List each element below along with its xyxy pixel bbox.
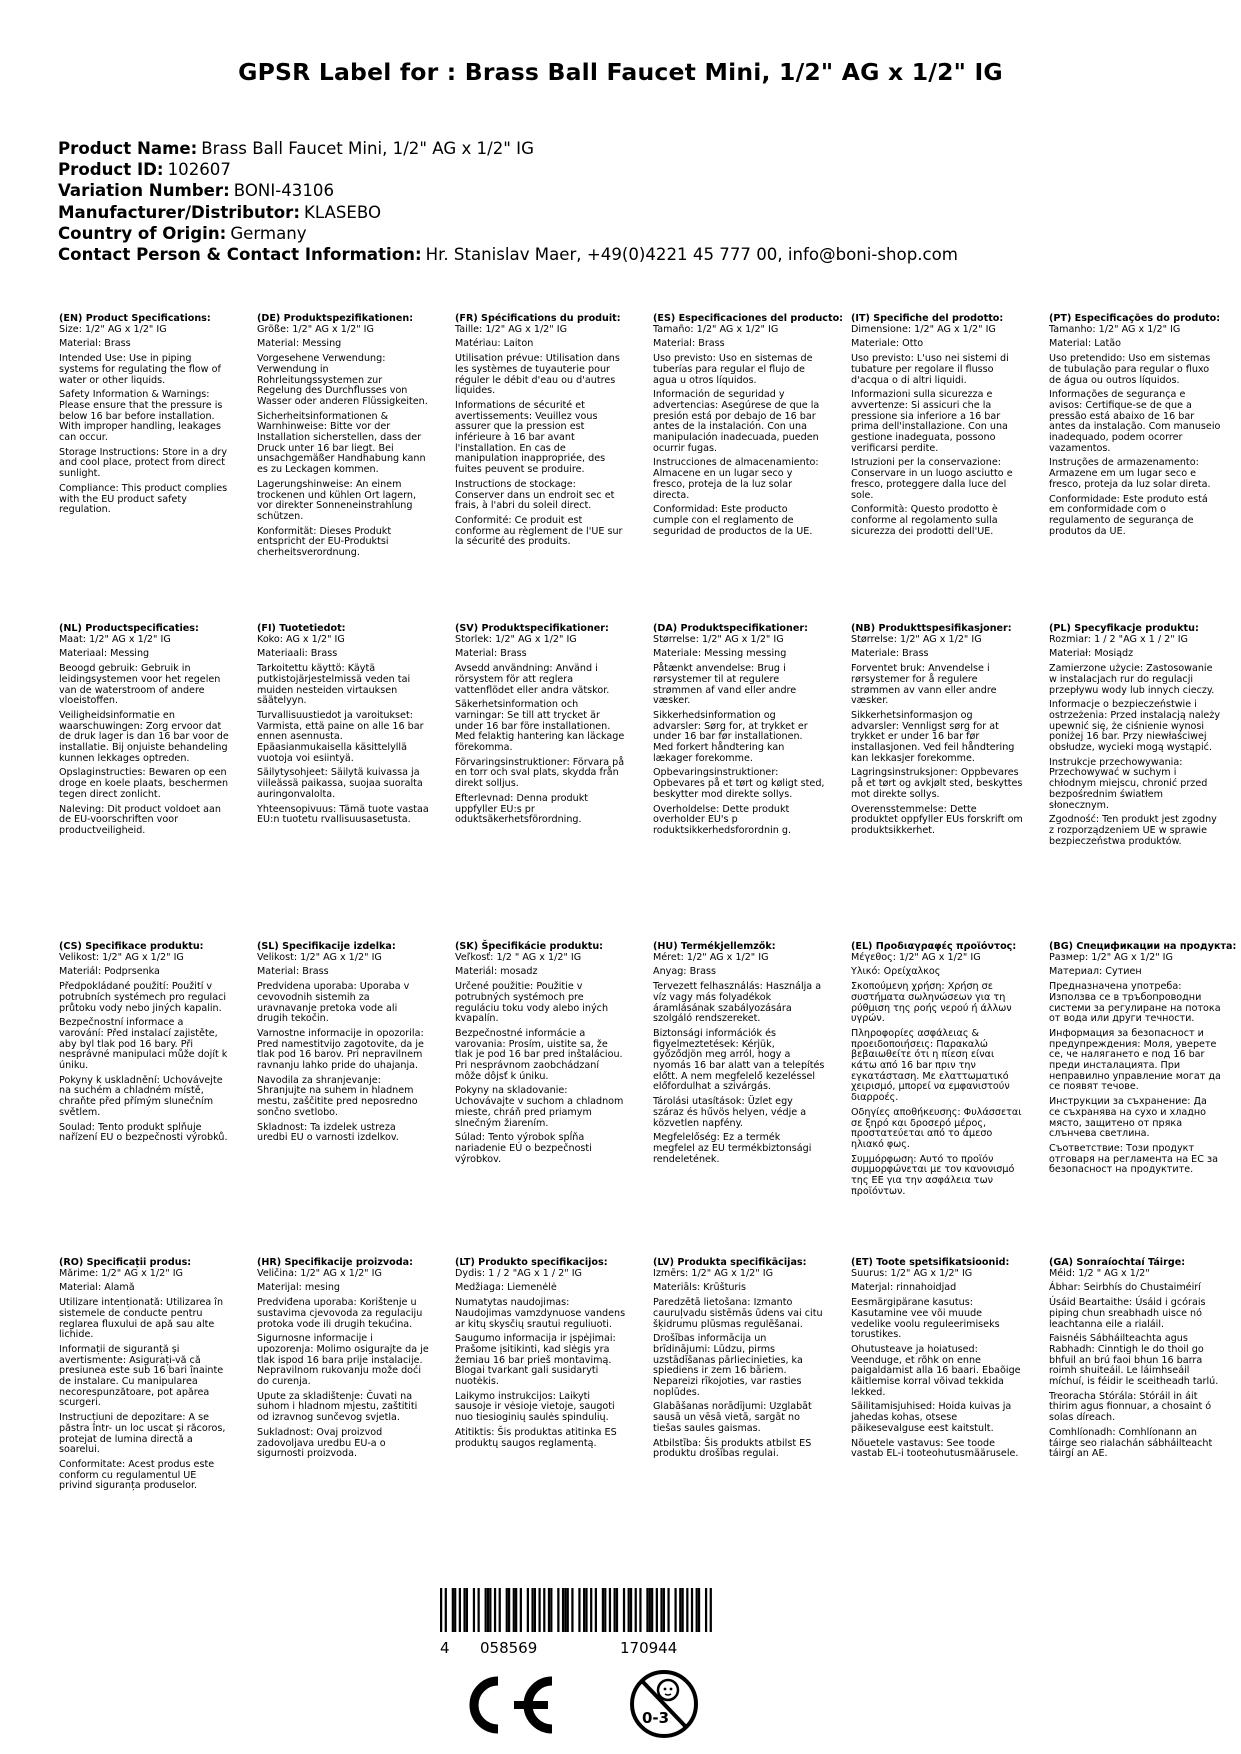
spec-block [851, 1258, 1023, 1464]
info-row [58, 180, 958, 201]
spec-paragraph: Conformità: Questo prodotto è conforme al regolamento sulla sicurezza dei prodotti dell'UE. [851, 504, 998, 537]
spec-paragraph: Naleving: Dit product voldoet aan de EU-voorschriften voor productveiligheid. [59, 803, 221, 836]
spec-paragraph: Materijal: mesing [257, 1282, 341, 1294]
spec-paragraph: Οδηγίες αποθήκευσης: Φυλάσσεται σε ξηρό και δροσερό μέρος, προστατεύεται από το άμεσο ηλιακό φως. [851, 1106, 1022, 1150]
spec-heading: (FI) Tuotetiedot: [257, 623, 346, 634]
spec-paragraph: Material: Brass [653, 338, 725, 350]
spec-paragraph: Taille: 1/2" AG x 1/2" IG [455, 323, 568, 335]
spec-paragraph: Overensstemmelse: Dette produktet oppfyller EUs forskrift om produktsikkerhet. [851, 803, 1023, 836]
spec-paragraph: Upute za skladištenje: Čuvati na suhom i hladnom mjestu, zaštititi od izravnog sunčevog svjetla. [257, 1390, 418, 1424]
spec-paragraph: Rozmiar: 1 / 2 "AG x 1 / 2" IG [1049, 633, 1188, 645]
barcode-bar [543, 1588, 545, 1632]
spec-paragraph: Dimensione: 1/2" AG x 1/2" IG [851, 323, 996, 335]
spec-paragraph: Velikost: 1/2" AG x 1/2" IG [59, 951, 184, 963]
spec-paragraph: Instrucțiuni de depozitare: A se păstra într- un loc uscat și răcoros, protejat de lumina directă a soarelui. [59, 1412, 226, 1456]
spec-block [59, 1258, 231, 1496]
spec-paragraph: Předpokládané použití: Použití v potrubních systémech pro regulaci průtoku vody nebo jiných kapalin. [59, 981, 227, 1014]
spec-paragraph: Conformitate: Acest produs este conform cu regulamentul UE privind siguranța produselor. [59, 1458, 215, 1492]
page-title: GPSR Label for : Brass Ball Faucet Mini, 1/2" AG x 1/2" IG [238, 58, 1003, 86]
spec-block [1049, 941, 1237, 1180]
spec-heading: (HR) Specifikacije proizvoda: [257, 1257, 413, 1268]
spec-paragraph: Uso previsto: L'uso nei sistemi di tubature per regolare il flusso d'acqua o di altri liquidi. [851, 353, 1009, 386]
spec-block [851, 624, 1023, 841]
info-value: Hr. Stanislav Maer, +49(0)4221 45 777 00, info@boni-shop.com [425, 245, 958, 265]
spec-paragraph: Säkerhetsinformation och varningar: Se till att trycket är under 16 bar före installationen. Med felaktig hantering kan läckage förekomma. [455, 699, 625, 754]
barcode-bar [527, 1588, 529, 1632]
spec-block [653, 942, 825, 1169]
barcode-bar [499, 1588, 501, 1632]
barcode-bar [696, 1588, 698, 1632]
spec-paragraph: Velikost: 1/2" AG x 1/2" IG [257, 951, 382, 963]
spec-paragraph: Veľkosť: 1/2 " AG x 1/2" IG [455, 951, 582, 963]
barcode-bar [667, 1588, 669, 1632]
spec-paragraph: Размер: 1/2" AG x 1/2" IG [1049, 951, 1173, 963]
spec-block [455, 942, 627, 1169]
barcode-bar [466, 1588, 468, 1632]
spec-paragraph: Predvidena uporaba: Uporaba v cevovodnih sistemih za uravnavanje pretoka vode ali drugih tekočin. [257, 981, 410, 1025]
spec-paragraph: Informations de sécurité et avertissements: Veuillez vous assurer que la pression est inférieure à 16 bar avant l'installation. En cas de manipulation inappropriée, des fuites peuvent se produire. [455, 399, 606, 476]
spec-paragraph: Conformidade: Este produto está em conformidade com o regulamento de segurança de produtos da UE. [1049, 493, 1208, 537]
spec-paragraph: Saugumo informacija ir įspėjimai: Prašome įsitikinti, kad slėgis yra žemiau 16 bar prieš montavimą. Blogai tvarkant gali susidaryti nuotėkis. [455, 1333, 616, 1388]
spec-paragraph: Información de seguridad y advertencias: Asegúrese de que la presión está por debajo de 16 bar antes de la instalación. Con una manipulación inadecuada, pueden ocurrir fugas. [653, 389, 820, 454]
spec-paragraph: Comhlíonadh: Comhlíonann an táirge seo rialachán sábháilteacht táirgí an AE. [1049, 1426, 1213, 1460]
spec-paragraph: Größe: 1/2" AG x 1/2" IG [257, 323, 374, 335]
spec-paragraph: Istruzioni per la conservazione: Conservare in un luogo asciutto e fresco, proteggere dalla luce del sole. [851, 457, 1013, 501]
spec-block [59, 942, 231, 1148]
spec-paragraph: Material: Brass [59, 338, 131, 350]
barcode-bar [623, 1588, 625, 1632]
spec-block [851, 942, 1023, 1201]
spec-paragraph: Størrelse: 1/2" AG x 1/2" IG [851, 633, 982, 645]
spec-paragraph: Pokyny na skladovanie: Uchovávajte v suchom a chladnom mieste, chráň pred priamym slnečným žiarením. [455, 1085, 624, 1129]
barcode-bar [646, 1588, 648, 1632]
product-info [58, 138, 958, 265]
spec-paragraph: Dydis: 1 / 2 "AG x 1 / 2" IG [455, 1267, 582, 1279]
spec-paragraph: Materiál: Podprsenka [59, 966, 160, 978]
barcode-bar [473, 1588, 475, 1632]
spec-paragraph: Mărime: 1/2" AG x 1/2" IG [59, 1267, 183, 1279]
spec-paragraph: Инструкции за съхранение: Да се съхранява на сухо и хладно място, защитено от пряка слънчева светлина. [1049, 1096, 1207, 1140]
spec-paragraph: Size: 1/2" AG x 1/2" IG [59, 323, 167, 335]
info-row [58, 223, 958, 244]
spec-paragraph: Laikymo instrukcijos: Laikyti sausoje ir vėsioje vietoje, saugoti nuo tiesioginių saulės spindulių. [455, 1390, 615, 1424]
ce-mark-icon [452, 1675, 562, 1735]
barcode-bar [550, 1588, 552, 1632]
spec-paragraph: Material: Brass [257, 966, 329, 978]
spec-paragraph: Uso previsto: Uso en sistemas de tuberías para regular el flujo de agua u otros líquidos. [653, 353, 813, 386]
spec-block [653, 1258, 825, 1464]
spec-paragraph: Materiāls: Krūšturis [653, 1282, 747, 1294]
barcode-bar [538, 1588, 540, 1632]
spec-block [653, 624, 825, 841]
spec-paragraph: Informații de siguranță și avertismente: Asigurați-vă că presiunea este sub 16 bari înainte de instalare. Cu manipularea necorespunzătoare, pot apărea scurgeri. [59, 1343, 224, 1409]
barcode-bar [628, 1588, 630, 1632]
spec-paragraph: Avsedd användning: Använd i rörsystem för att reglera vattenflödet eller andra vätskor. [455, 663, 610, 696]
barcode-bar [710, 1588, 712, 1632]
barcode-bar [445, 1588, 447, 1632]
spec-paragraph: Pokyny k uskladnění: Uchovávejte na suchém a chladném místě, chraňte před přímým slunečním světlem. [59, 1074, 223, 1118]
spec-block [59, 624, 231, 841]
spec-paragraph: Zamierzone użycie: Zastosowanie w instalacjach rur do regulacji przepływu wody lub innych cieczy. [1049, 663, 1215, 696]
info-value: Germany [230, 223, 307, 243]
spec-heading: (CS) Specifikace produktu: [59, 941, 204, 952]
spec-paragraph: Съответствие: Този продукт отговаря на регламента на ЕС за безопасност на продуктите. [1049, 1142, 1218, 1176]
spec-paragraph: Informazioni sulla sicurezza e avvertenze: Si assicuri che la pressione sia inferiore a 16 bar prima dell'installazione. Con una gestione inadeguata, possono verificarsi perdite. [851, 389, 1008, 454]
spec-paragraph: Koko: AG x 1/2" IG [257, 633, 345, 645]
spec-block [851, 314, 1023, 541]
spec-paragraph: Материал: Сутиен [1049, 966, 1142, 978]
spec-paragraph: Turvallisuustiedot ja varoitukset: Varmista, että paine on alle 16 bar ennen asennusta. Epäasianmukaisella käsittelyllä vuotoja voi esiintyä. [257, 709, 424, 764]
spec-heading: (BG) Спецификации на продукта: [1049, 941, 1237, 952]
spec-heading: (PT) Especificações do produto: [1049, 313, 1221, 324]
spec-paragraph: Størrelse: 1/2" AG x 1/2" IG [653, 633, 784, 645]
spec-paragraph: Anyag: Brass [653, 966, 716, 978]
spec-paragraph: Méid: 1/2 " AG x 1/2" [1049, 1267, 1150, 1279]
spec-paragraph: Informacje o bezpieczeństwie i ostrzeżenia: Przed instalacją należy upewnić się, że ciśnienie wynosi poniżej 16 bar. Przy niewłaściwej obsłudze, wycieki mogą wystąpić. [1049, 699, 1221, 754]
spec-paragraph: Materiaal: Messing [59, 648, 150, 660]
info-label: Product ID: [58, 160, 164, 180]
spec-paragraph: Информация за безопасност и предупреждения: Моля, уверете се, че налягането е под 16 bar преди инсталацията. При неправилно управление могат да се появят течове. [1049, 1027, 1221, 1093]
spec-paragraph: Materiál: mosadz [455, 966, 538, 978]
barcode-bar [656, 1588, 658, 1632]
spec-paragraph: Materjal: rinnahoidjad [851, 1282, 957, 1294]
barcode-bar [494, 1588, 496, 1632]
spec-paragraph: Safety Information & Warnings: Please ensure that the pressure is below 16 bar before installation. With improper handling, leakages can occur. [59, 389, 223, 444]
barcode-bar [583, 1588, 585, 1632]
spec-heading: (RO) Specificații produs: [59, 1257, 192, 1268]
spec-paragraph: Méret: 1/2" AG x 1/2" IG [653, 951, 769, 963]
barcode-bar [454, 1588, 456, 1632]
barcode-bar [639, 1588, 641, 1632]
spec-paragraph: Säilytysohjeet: Säilytä kuivassa ja viileässä paikassa, suojaa suoralta auringonvalolta. [257, 767, 423, 800]
spec-paragraph: Maat: 1/2" AG x 1/2" IG [59, 633, 171, 645]
barcode-bar [508, 1588, 510, 1632]
spec-heading: (NL) Productspecificaties: [59, 623, 199, 634]
barcode-left-digits: 058569 [480, 1639, 538, 1657]
spec-paragraph: Material: Brass [455, 648, 527, 660]
barcode-bar [663, 1588, 665, 1632]
barcode-bar [557, 1588, 559, 1632]
barcode-bar [531, 1588, 533, 1632]
spec-paragraph: Medžiaga: Liemenėlė [455, 1282, 557, 1294]
spec-heading: (EL) Προδιαγραφές προϊόντος: [851, 941, 1017, 952]
spec-paragraph: Súlad: Tento výrobok spĺňa nariadenie EÚ o bezpečnosti výrobkov. [455, 1132, 592, 1165]
info-label: Variation Number: [58, 181, 230, 201]
spec-paragraph: Påtænkt anvendelse: Brug i rørsystemer til at regulere strømmen af vand eller andre væsker. [653, 663, 797, 707]
spec-paragraph: Yhteensopivuus: Tämä tuote vastaa EU:n tuotetu rvallisuusasetusta. [257, 803, 429, 826]
spec-paragraph: Tárolási utasítások: Üzlet egy száraz és hűvös helyen, védje a közvetlen napfény. [653, 1096, 807, 1129]
spec-paragraph: Σκοπούμενη χρήση: Χρήση σε συστήματα σωληνώσεων για τη ρύθμιση της ροής νερού ή άλλων υγρών. [851, 981, 1012, 1025]
spec-paragraph: Säilitamisjuhised: Hoida kuivas ja jahedas kohas, otsese päikesevalguse eest kaitstult. [851, 1401, 1012, 1434]
spec-paragraph: Numatytas naudojimas: Naudojimas vamzdynuose vandens ar kitų skysčių srautui reguliuoti. [455, 1297, 626, 1330]
barcode-bar [571, 1588, 573, 1632]
spec-block [1049, 1258, 1221, 1464]
spec-heading: (NB) Produkttspesifikasjoner: [851, 623, 1012, 634]
barcode-bar [674, 1588, 676, 1632]
spec-paragraph: Förvaringsinstruktioner: Förvara på en torr och sval plats, skydda från direkt solljus. [455, 756, 625, 790]
barcode-bar [630, 1588, 632, 1632]
spec-paragraph: Vorgesehene Verwendung: Verwendung in Rohrleitungssystemen zur Regelung des Durchflusses von Wasser oder anderen Flüssigkeiten. [257, 353, 428, 407]
barcode-bar [595, 1588, 597, 1632]
spec-paragraph: Πληροφορίες ασφάλειας & προειδοποιήσεις: Παρακαλώ βεβαιωθείτε ότι η πίεση είναι κάτω από 16 bar πριν την εγκατάσταση. Με ελαττωματικό χειρισμό, μπορεί να εμφανιστούν διαρροές. [851, 1027, 1010, 1104]
spec-paragraph: Μέγεθος: 1/2" AG x 1/2" IG [851, 951, 981, 963]
spec-paragraph: Materiale: Brass [851, 648, 929, 660]
barcode-bar [564, 1588, 566, 1632]
barcode-bar [660, 1588, 662, 1632]
svg-text:0-3: 0-3 [642, 1709, 670, 1727]
spec-heading: (LV) Produkta specifikācijas: [653, 1257, 807, 1268]
spec-paragraph: Atbilstība: Šis produkts atbilst ES produktu drošības regulai. [653, 1437, 812, 1460]
spec-paragraph: Opbevaringsinstruktioner: Opbevares på et tørt og køligt sted, beskytter mod direkte sollys. [653, 767, 825, 800]
barcode-bar [463, 1588, 465, 1632]
spec-paragraph: Predviđena uporaba: Korištenje u sustavima cjevovoda za regulaciju protoka vode ili drugih tekućina. [257, 1297, 423, 1330]
spec-paragraph: Veličina: 1/2" AG x 1/2" IG [257, 1267, 382, 1279]
spec-paragraph: Megfelelőség: Ez a termék megfelel az EU termékbiztonsági rendeletének. [653, 1132, 812, 1165]
barcode-bar [534, 1588, 536, 1632]
barcode-bar [459, 1588, 461, 1632]
spec-paragraph: Instructions de stockage: Conserver dans un endroit sec et frais, à l'abri du soleil direct. [455, 478, 615, 512]
spec-paragraph: Tervezett felhasználás: Használja a víz vagy más folyadékok áramlásának szabályozására szolgáló rendszereket. [653, 981, 822, 1025]
spec-paragraph: Material: Latão [1049, 338, 1121, 350]
spec-paragraph: Eesmärgipärane kasutus: Kasutamine vee või muude vedelike voolu reguleerimiseks torustikes. [851, 1297, 1000, 1341]
info-value: Brass Ball Faucet Mini, 1/2" AG x 1/2" IG [201, 139, 534, 158]
spec-block [1049, 314, 1221, 541]
spec-paragraph: Paredzētā lietošana: Izmanto cauruļvadu sistēmās ūdens vai citu šķidrumu plūsmas regulēšanai. [653, 1297, 823, 1330]
spec-block [455, 314, 627, 552]
spec-paragraph: Sigurnosne informacije i upozorenja: Molimo osigurajte da je tlak ispod 16 bara prije instalacije. Nepravilnom rukovanju može doći do curenja. [257, 1333, 429, 1388]
barcode-bar [649, 1588, 651, 1632]
spec-heading: (FR) Spécifications du produit: [455, 313, 621, 324]
spec-block [257, 624, 429, 830]
spec-paragraph: Tarkoitettu käyttö: Käytä putkistojärjestelmissä veden tai muiden nesteiden virtauksen säätelyyn. [257, 663, 411, 707]
spec-paragraph: Storlek: 1/2" AG x 1/2" IG [455, 633, 577, 645]
spec-paragraph: Biztonsági információk és figyelmeztetések: Kérjük, győződjön meg arról, hogy a nyomás 16 bar alatt van a telepítés előtt. A nem megfelelő kezeléssel előfordulhat a szivárgás. [653, 1027, 825, 1093]
barcode-bar [609, 1588, 611, 1632]
spec-paragraph: Úsáid Beartaithe: Úsáid i gcórais piping chun sreabhadh uisce nó leachtanna eile a rialáil. [1049, 1297, 1206, 1330]
spec-paragraph: Zgodność: Ten produkt jest zgodny z rozporządzeniem UE w sprawie bezpieczeństwa produktów. [1049, 814, 1217, 847]
barcode-bar [452, 1588, 454, 1632]
spec-paragraph: Overholdelse: Dette produkt overholder EU's p roduktsikkerhedsforordnin g. [653, 803, 792, 836]
not-for-children-0-3-icon [628, 1668, 700, 1740]
spec-paragraph: Informações de segurança e avisos: Certifique-se de que a pressão está abaixo de 16 bar antes da instalação. Com manuseio inadequado, podem ocorrer vazamentos. [1049, 389, 1221, 454]
spec-paragraph: Tamanho: 1/2" AG x 1/2" IG [1049, 323, 1181, 335]
spec-paragraph: Konformität: Dieses Produkt entspricht der EU-Produktsi cherheitsverordnung. [257, 525, 392, 559]
spec-paragraph: Sikkerhetsinformasjon og advarsler: Vennligst sørg for at trykket er under 16 bar før installasjonen. Ved feil håndtering kan lekkasjer forekomme. [851, 709, 1015, 764]
spec-paragraph: Instrucciones de almacenamiento: Almacene en un lugar seco y fresco, proteja de la luz solar directa. [653, 457, 819, 501]
info-row [58, 159, 958, 180]
spec-paragraph: Matériau: Laiton [455, 338, 534, 350]
info-label: Country of Origin: [58, 223, 227, 243]
spec-block [653, 313, 844, 541]
barcode-bar [635, 1588, 637, 1632]
barcode-bar [506, 1588, 508, 1632]
spec-paragraph: Určené použitie: Použitie v potrubných systémoch pre reguláciu toku vody alebo iných kvapalín. [455, 981, 609, 1025]
barcode-bar [578, 1588, 580, 1632]
spec-paragraph: Izmērs: 1/2" AG x 1/2" IG [653, 1267, 774, 1279]
spec-paragraph: Utilisation prévue: Utilisation dans les systèmes de tuyauterie pour réguler le débit d'eau ou d'autres liquides. [455, 353, 620, 397]
info-value: KLASEBO [304, 202, 382, 222]
spec-heading: (SK) Špecifikácie produktu: [455, 941, 604, 952]
spec-paragraph: Forventet bruk: Anvendelse i rørsystemer for å regulere strømmen av vann eller andre væsker. [851, 663, 997, 707]
spec-paragraph: Sicherheitsinformationen & Warnhinweise: Bitte vor der Installation sicherstellen, dass der Druck unter 16 bar liegt. Bei unsachgemäßer Handhabung kann es zu Leckagen kommen. [257, 410, 426, 476]
spec-block [257, 314, 429, 563]
spec-paragraph: Ábhar: Seirbhís do Chustaiméirí [1049, 1282, 1201, 1294]
info-row [58, 244, 958, 265]
barcode-bar [705, 1588, 707, 1632]
spec-paragraph: Varnostne informacije in opozorila: Pred namestitvijo zagotovite, da je tlak pod 16 barov. Pri nepravilnem ravnanju lahko pride do uhajanja. [257, 1027, 424, 1072]
spec-block [257, 1258, 429, 1464]
spec-paragraph: Lagerungshinweise: An einem trockenen und kühlen Ort lagern, vor direkter Sonneneinstrahlung schützen. [257, 478, 417, 522]
spec-paragraph: Navodila za shranjevanje: Shranjujte na suhem in hladnem mestu, zaščitite pred neposredno sončno svetlobo. [257, 1074, 418, 1118]
info-label: Manufacturer/Distributor: [58, 202, 301, 222]
spec-paragraph: Sikkerhedsinformation og advarsler: Sørg for, at trykket er under 16 bar før installationen. Med forkert håndtering kan lækager forekomme. [653, 709, 808, 764]
barcode-first-digit: 4 [440, 1639, 450, 1657]
barcode-bar [478, 1588, 480, 1632]
spec-paragraph: Suurus: 1/2" AG x 1/2" IG [851, 1267, 973, 1279]
spec-paragraph: Συμμόρφωση: Αυτό το προϊόν συμμορφώνεται με τον κανονισμό της ΕΕ για την ασφάλεια των προϊόντων. [851, 1153, 1015, 1197]
barcode-right-digits: 170944 [620, 1639, 678, 1657]
barcode-bar [651, 1588, 653, 1632]
spec-paragraph: Material: Alamă [59, 1282, 135, 1294]
spec-paragraph: Treoracha Stórála: Stóráil in áit thirim agus fionnuar, a chosaint ó solas díreach. [1049, 1390, 1212, 1424]
spec-paragraph: Atitiktis: Šis produktas atitinka ES produktų saugos reglamentą. [455, 1426, 617, 1449]
info-row [58, 138, 958, 159]
spec-paragraph: Conformidad: Este producto cumple con el reglamento de seguridad de productos de la UE. [653, 504, 813, 537]
spec-paragraph: Conformité: Ce produit est conforme au règlement de l'UE sur la sécurité des produits. [455, 514, 623, 548]
spec-paragraph: Materiale: Messing messing [653, 648, 787, 660]
spec-heading: (IT) Specifiche del prodotto: [851, 313, 1004, 324]
info-label: Contact Person & Contact Information: [58, 245, 422, 265]
barcode-bar [686, 1588, 688, 1632]
barcode-bar [515, 1588, 517, 1632]
spec-paragraph: Nõuetele vastavus: See toode vastab EL-i tooteohutusmäärusele. [851, 1437, 1019, 1460]
spec-heading: (ET) Toote spetsifikatsioonid: [851, 1257, 1010, 1268]
barcode-bar [548, 1588, 550, 1632]
spec-heading: (DE) Produktspezifikationen: [257, 313, 414, 324]
spec-heading: (SV) Produktspecifikationer: [455, 623, 609, 634]
spec-paragraph: Storage Instructions: Store in a dry and cool place, protect from direct sunlight. [59, 446, 228, 480]
spec-paragraph: Beoogd gebruik: Gebruik in leidingsystemen voor het regelen van de waterstroom of andere vloeistoffen. [59, 663, 221, 707]
spec-paragraph: Drošības informācija un brīdinājumi: Lūdzu, pirms uzstādīšanas pārliecinieties, ka spiediens ir zem 16 bāriem. Nepareizi rīkojoties, var rasties noplūdes. [653, 1333, 803, 1398]
barcode-bar [691, 1588, 693, 1632]
spec-paragraph: Soulad: Tento produkt splňuje nařízení EU o bezpečnosti výrobků. [59, 1121, 228, 1144]
spec-paragraph: Utilizare intenționată: Utilizarea în sistemele de conducte pentru reglarea fluxului de apă sau alte lichide. [59, 1297, 224, 1341]
spec-block [455, 624, 627, 830]
spec-heading: (LT) Produkto specifikacijos: [455, 1257, 608, 1268]
barcode-bar [489, 1588, 491, 1632]
spec-paragraph: Instruções de armazenamento: Armazene em um lugar seco e fresco, proteja da luz solar direta. [1049, 457, 1211, 490]
spec-heading: (PL) Specyfikacje produktu: [1049, 623, 1199, 634]
spec-paragraph: Material: Messing [257, 338, 342, 350]
spec-paragraph: Uso pretendido: Uso em sistemas de tubulação para regular o fluxo de água ou outros líquidos. [1049, 353, 1211, 386]
barcode-bar [682, 1588, 684, 1632]
spec-heading: (SL) Specifikacije izdelka: [257, 941, 396, 952]
spec-block [1049, 624, 1221, 851]
barcode-bar [562, 1588, 564, 1632]
barcode-bar [440, 1588, 442, 1632]
spec-paragraph: Opslaginstructies: Bewaren op een droge en koele plaats, beschermen tegen direct zonlicht. [59, 767, 229, 800]
info-row [58, 202, 958, 223]
spec-paragraph: Veiligheidsinformatie en waarschuwingen: Zorg ervoor dat de druk lager is dan 16 bar voor de installatie. Bij onjuiste behandeling kunnen lekkages optreden. [59, 709, 229, 764]
barcode-bar [614, 1588, 616, 1632]
barcode-bar [604, 1588, 606, 1632]
spec-paragraph: Materiał: Mosiądz [1049, 648, 1134, 660]
info-value: BONI-43106 [233, 181, 335, 201]
barcode-bar [698, 1588, 700, 1632]
spec-block [59, 314, 231, 520]
spec-paragraph: Υλικό: Ορείχαλκος [851, 966, 941, 978]
barcode-bar [602, 1588, 604, 1632]
barcode-bar [679, 1588, 681, 1632]
spec-paragraph: Glabāšanas norādījumi: Uzglabāt sausā un vēsā vietā, sargāt no tiešas saules gaismas. [653, 1401, 812, 1434]
spec-paragraph: Intended Use: Use in piping systems for regulating the flow of water or other liquids. [59, 353, 221, 386]
spec-block [455, 1258, 627, 1453]
info-value: 102607 [167, 160, 231, 180]
spec-paragraph: Tamaño: 1/2" AG x 1/2" IG [653, 323, 779, 335]
spec-paragraph: Compliance: This product complies with the EU product safety regulation. [59, 482, 228, 516]
barcode-bar [585, 1588, 587, 1632]
spec-paragraph: Lagringsinstruksjoner: Oppbevares på et tørt og avkjølt sted, beskyttes mot direkte sollys. [851, 767, 1023, 800]
barcode [440, 1588, 712, 1632]
spec-heading: (ES) Especificaciones del producto: [653, 313, 844, 324]
spec-paragraph: Bezpečnostné informácie a varovania: Prosím, uistite sa, že tlak je pod 16 bar pred inštaláciou. Pri nesprávnom zaobchádzaní môže dôjsť k úniku. [455, 1027, 623, 1082]
spec-heading: (GA) Sonraíochtaí Táirge: [1049, 1257, 1186, 1268]
spec-paragraph: Предназначена употреба: Използва се в тръбопроводни системи за регулиране на потока от вода или други течности. [1049, 981, 1221, 1025]
barcode-bar [485, 1588, 487, 1632]
barcode-bar [487, 1588, 489, 1632]
barcode-bar [520, 1588, 522, 1632]
spec-paragraph: Sukladnost: Ovaj proizvod zadovoljava uredbu EU-a o sigurnosti proizvoda. [257, 1426, 386, 1460]
spec-paragraph: Skladnost: Ta izdelek ustreza uredbi EU o varnosti izdelkov. [257, 1121, 399, 1144]
spec-paragraph: Materiale: Otto [851, 338, 924, 350]
spec-paragraph: Instrukcje przechowywania: Przechowywać w suchym i chłodnym miejscu, chronić przed bezpośrednim światłem słonecznym. [1049, 756, 1208, 811]
spec-heading: (DA) Produktspecifikationer: [653, 623, 808, 634]
info-label: Product Name: [58, 139, 198, 158]
spec-block [257, 942, 429, 1148]
spec-paragraph: Bezpečnostní informace a varování: Před instalací zajistěte, aby byl tlak pod 16 bary. Při nesprávné manipulaci může dojít k úniku. [59, 1017, 228, 1072]
spec-paragraph: Efterlevnad: Denna produkt uppfyller EU:s pr oduktsäkerhetsförordning. [455, 792, 589, 826]
spec-paragraph: Faisnéis Sábháilteachta agus Rabhadh: Cinntigh le do thoil go bhfuil an brú faoi bhun 16 barra roimh shuiteáil. Le láimhseáil míchuí, is féidir le sceitheadh tarlú. [1049, 1333, 1219, 1388]
spec-heading: (EN) Product Specifications: [59, 313, 211, 324]
barcode-bar [616, 1588, 618, 1632]
spec-paragraph: Materiaali: Brass [257, 648, 338, 660]
barcode-bar [590, 1588, 592, 1632]
spec-paragraph: Ohutusteave ja hoiatused: Veenduge, et rõhk on enne paigaldamist alla 16 baari. Ebaõige käitlemise korral võivad tekkida lekked. [851, 1343, 1021, 1398]
barcode-bar [513, 1588, 515, 1632]
barcode-bar [567, 1588, 569, 1632]
spec-heading: (HU) Termékjellemzők: [653, 941, 776, 952]
